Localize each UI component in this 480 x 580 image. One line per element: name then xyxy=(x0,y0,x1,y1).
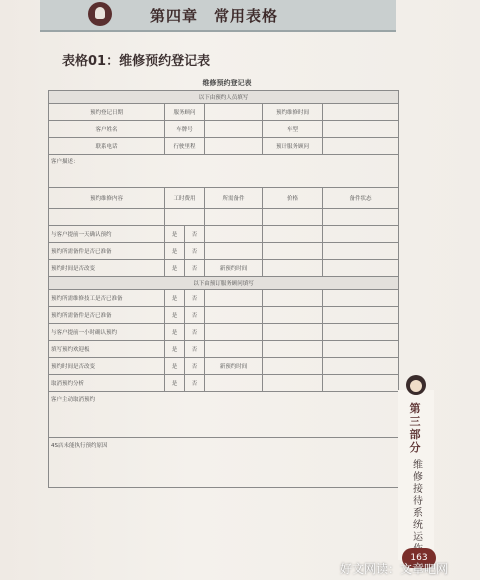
chapter-ribbon xyxy=(40,0,396,32)
check-item: 与客户提前一小时确认预约 xyxy=(49,324,165,341)
table-row xyxy=(49,324,399,341)
no-option: 否 xyxy=(185,307,205,324)
section-header: 以下由预约人员填写 xyxy=(49,91,399,104)
new-time-label: 新预约时间 xyxy=(205,358,263,375)
table-row xyxy=(49,307,399,324)
field-label: 预约登记日期 xyxy=(49,104,165,121)
field-label: 预约维修时间 xyxy=(263,104,323,121)
book-logo-icon xyxy=(88,2,112,26)
table-row xyxy=(49,438,399,488)
check-item: 与客户提前一天确认预约 xyxy=(49,226,165,243)
cancel-customer-note: 客户主动取消预约 xyxy=(49,392,399,438)
form-title: 维修预约登记表 xyxy=(202,79,252,87)
column-header: 价格 xyxy=(263,188,323,209)
check-item: 预约时间是否改变 xyxy=(49,358,165,375)
table-row xyxy=(49,104,399,121)
table-row xyxy=(49,121,399,138)
part-label: 第 三 部 分 xyxy=(409,402,421,454)
check-item: 填写预约欢迎板 xyxy=(49,341,165,358)
watermark: 好文网读：文章吧网 xyxy=(340,562,449,576)
field-value xyxy=(205,121,263,138)
cancel-4s-note: 4S店未能执行预约原因 xyxy=(49,438,399,488)
field-label: 服务顾问 xyxy=(165,104,205,121)
field-label: 客户姓名 xyxy=(49,121,165,138)
column-header: 工时费用 xyxy=(165,188,205,209)
field-value xyxy=(205,104,263,121)
yes-option: 是 xyxy=(165,243,185,260)
section-title: 表格01：维修预约登记表 xyxy=(62,54,211,69)
table-row xyxy=(49,243,399,260)
field-value xyxy=(323,138,399,155)
part-title: 维 修 接 待 系 统 运 xyxy=(413,460,423,543)
field-label: 车型 xyxy=(263,121,323,138)
yes-option: 是 xyxy=(165,260,185,277)
yes-option: 是 xyxy=(165,307,185,324)
check-item: 预约所需备件是否已准备 xyxy=(49,243,165,260)
no-option: 否 xyxy=(185,260,205,277)
section-header: 以下由预订服务顾问填写 xyxy=(49,277,399,290)
no-option: 否 xyxy=(185,358,205,375)
chapter-title: 第四章 常用表格 xyxy=(150,7,279,25)
field-value xyxy=(205,138,263,155)
field-label: 联系电话 xyxy=(49,138,165,155)
check-item: 取消预约分析 xyxy=(49,375,165,392)
column-header: 备件状态 xyxy=(323,188,399,209)
mascot-icon xyxy=(406,375,426,395)
no-option: 否 xyxy=(185,243,205,260)
check-item: 预约时间是否改变 xyxy=(49,260,165,277)
no-option: 否 xyxy=(185,375,205,392)
column-header: 预约维修内容 xyxy=(49,188,165,209)
no-option: 否 xyxy=(185,290,205,307)
check-item: 预约所需维修技工是否已准备 xyxy=(49,290,165,307)
no-option: 否 xyxy=(185,226,205,243)
yes-option: 是 xyxy=(165,341,185,358)
new-time-label: 新预约时间 xyxy=(205,260,263,277)
field-label: 预计服务顾问 xyxy=(263,138,323,155)
table-row xyxy=(49,260,399,277)
table-row xyxy=(49,341,399,358)
check-item: 预约所需备件是否已准备 xyxy=(49,307,165,324)
column-header: 所需备件 xyxy=(205,188,263,209)
table-row xyxy=(49,209,399,226)
table-row xyxy=(49,392,399,438)
field-label: 行驶里程 xyxy=(165,138,205,155)
table-row xyxy=(49,155,399,188)
yes-option: 是 xyxy=(165,290,185,307)
field-value xyxy=(323,121,399,138)
field-value xyxy=(323,104,399,121)
table-row xyxy=(49,138,399,155)
yes-option: 是 xyxy=(165,358,185,375)
table-row xyxy=(49,375,399,392)
page-number: 163 xyxy=(402,548,436,568)
no-option: 否 xyxy=(185,341,205,358)
field-label: 车牌号 xyxy=(165,121,205,138)
no-option: 否 xyxy=(185,324,205,341)
table-row xyxy=(49,290,399,307)
table-row xyxy=(49,226,399,243)
appointment-form-table xyxy=(48,90,399,488)
yes-option: 是 xyxy=(165,226,185,243)
table-row xyxy=(49,188,399,209)
customer-description: 客户描述： xyxy=(49,155,399,188)
table-row xyxy=(49,358,399,375)
yes-option: 是 xyxy=(165,375,185,392)
yes-option: 是 xyxy=(165,324,185,341)
